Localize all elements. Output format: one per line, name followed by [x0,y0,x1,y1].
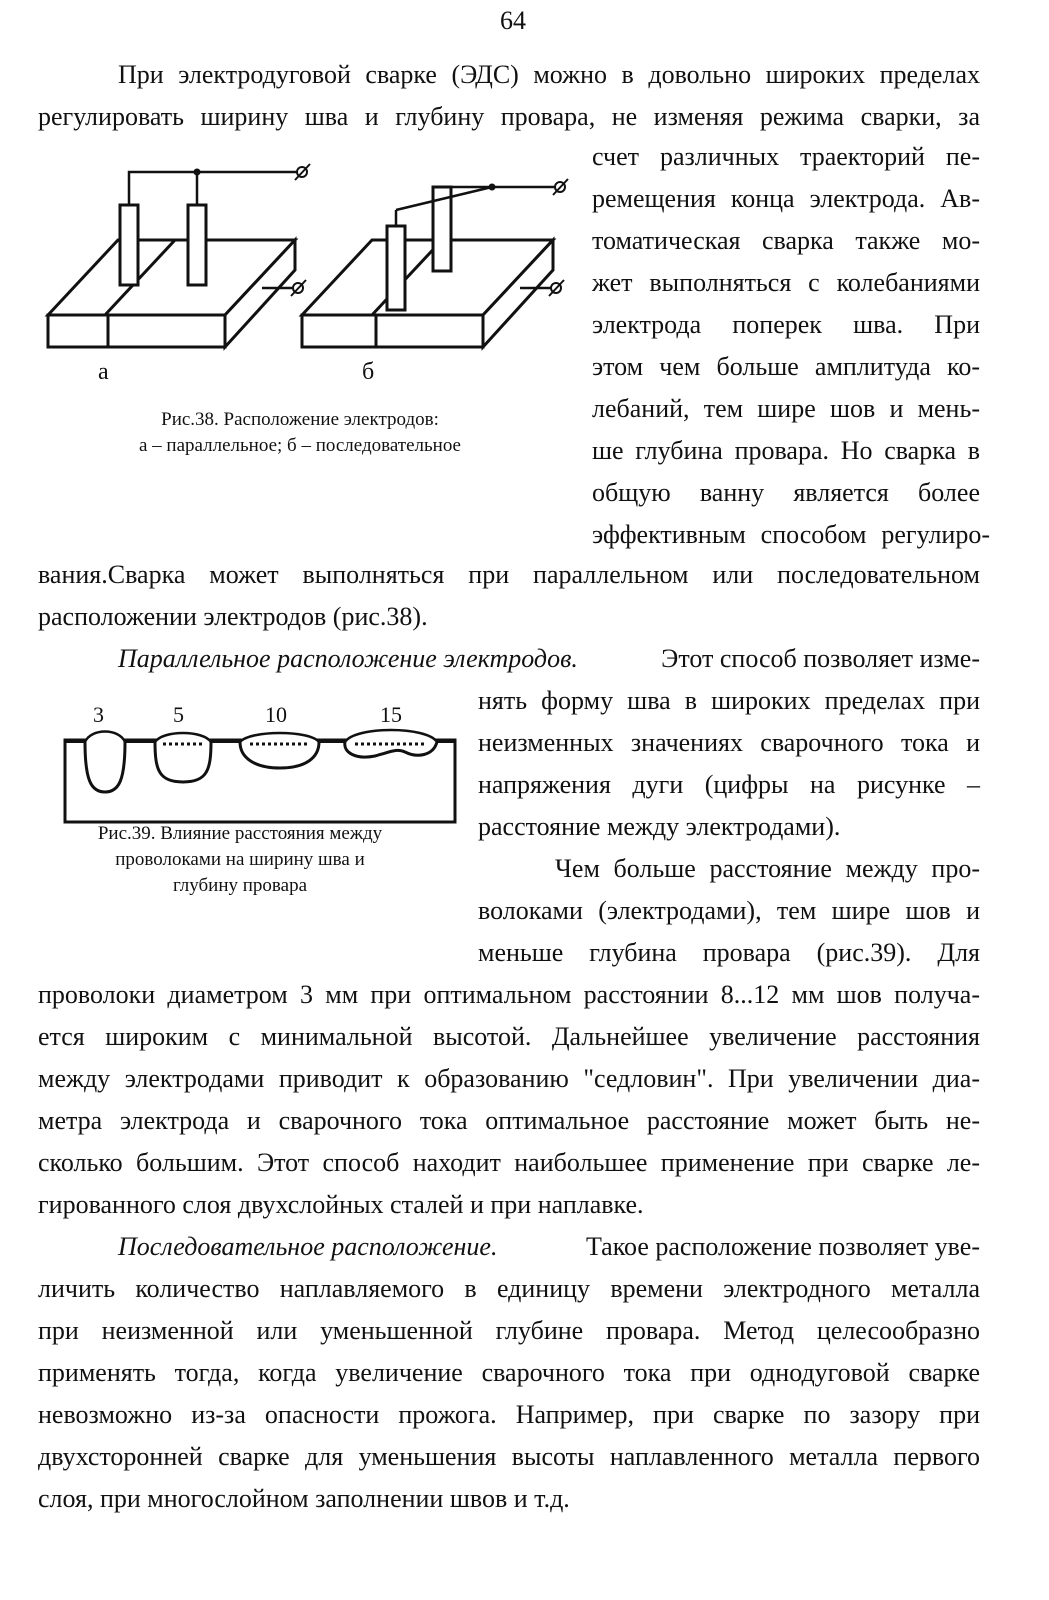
fig39-distance-label: 3 [93,702,104,727]
parallel-heading-rest: Этот способ позволяет изме- [661,644,980,673]
series-heading-rest: Такое расположение позволяет уве- [585,1232,980,1261]
intro-line-2: регулировать ширину шва и глубину провара, не изменяя режима сварки, за [38,102,980,131]
side-text-1-line: жет выполняться с колебаниями [592,268,980,297]
parallel-body-line: между электродами приводит к образованию "седловин". При увеличении диа- [38,1064,980,1093]
fig38-caption-line-1: Рис.38. Расположение электродов: [161,409,439,430]
series-body-line: применять тогда, когда увеличение сварочного тока при однодуговой сварке [38,1358,980,1387]
parallel-side-line-2: волоками (электродами), тем шире шов и [478,896,980,925]
parallel-side-line: неизменных значениях сварочного тока и [478,728,980,757]
fig39-distance-label: 10 [265,702,287,727]
fig38-parallel-diagram [48,164,310,347]
parallel-side-line-2: Чем больше расстояние между про- [555,854,980,883]
weld-pool-3 [85,742,125,792]
figure-39-electrode-distance [55,700,465,830]
side-text-1-line: ремещения конца электрода. Ав- [592,184,980,213]
fig38-series-diagram [302,179,568,347]
page-number: 64 [500,6,526,35]
parallel-body-line: метра электрода и сварочного тока оптимальное расстояние может быть не- [38,1106,980,1135]
series-heading: Последовательное расположение. [118,1232,498,1261]
fig38-caption-line-2: а – параллельное; б – последовательное [139,435,461,456]
side-text-1-line: счет различных траекторий пе- [592,142,980,171]
parallel-body-line: гированного слоя двухслойных сталей и при наплавке. [38,1190,644,1219]
fig39-distance-label: 5 [173,702,184,727]
fig38-label-a: а [98,359,109,385]
parallel-heading-line [118,642,980,676]
side-text-1-line: эффективным способом регулиро- [592,520,990,549]
side-text-1-line: общую ванну является более [592,478,980,507]
fig39-caption-line-3: глубину провара [172,875,308,896]
parallel-body-line: ется широким с минимальной высотой. Дальнейшее увеличение расстояния [38,1022,980,1051]
fig39-distance-label: 15 [380,702,402,727]
side-text-1-line: томатическая сварка также мо- [592,226,980,255]
side-text-1-line: ше глубина провара. Но сварка в [592,436,980,465]
para1-tail-line-2: расположении электродов (рис.38). [38,602,428,631]
series-body-line: слоя, при многослойном заполнении швов и т.д. [38,1484,570,1513]
side-text-1-line: электрода поперек шва. При [592,310,980,339]
series-heading-line [118,1230,980,1264]
parallel-body-line: сколько большим. Этот способ находит наибольшее применение при сварке ле- [38,1148,980,1177]
parallel-side-line: расстояние между электродами). [478,812,841,841]
fig39-caption-line-1: Рис.39. Влияние расстояния между [97,823,383,844]
series-body-line: личить количество наплавляемого в единицу времени электродного металла [38,1274,980,1303]
series-body-line: невозможно из-за опасности прожога. Например, при сварке по зазору при [38,1400,980,1429]
para1-tail-line-1: вания.Сварка может выполняться при параллельном или последовательном [38,560,980,589]
parallel-side-line: напряжения дуги (цифры на рисунке – [478,770,980,799]
fig38-label-b: б [362,359,375,385]
side-text-1-line: этом чем больше амплитуда ко- [592,352,980,381]
intro-line-1: При электродуговой сварке (ЭДС) можно в довольно широких пределах [118,60,980,89]
side-text-1-line: лебаний, тем шире шов и мень- [592,394,980,423]
series-body-line: двухсторонней сварке для уменьшения высоты наплавленного металла первого [38,1442,980,1471]
weld-pool-5 [155,742,211,782]
parallel-body-line: проволоки диаметром 3 мм при оптимальном расстоянии 8...12 мм шов получа- [38,980,980,1009]
series-body-line: при неизменной или уменьшенной глубине провара. Метод целесообразно [38,1316,980,1345]
figure-38-electrode-arrangement [40,150,580,390]
parallel-side-line: нять форму шва в широких пределах при [478,686,980,715]
fig39-caption-line-2: проволоками на ширину шва и [115,849,365,870]
parallel-side-line-2: меньше глубина провара (рис.39). Для [478,938,980,967]
parallel-heading: Параллельное расположение электродов. [118,644,578,673]
